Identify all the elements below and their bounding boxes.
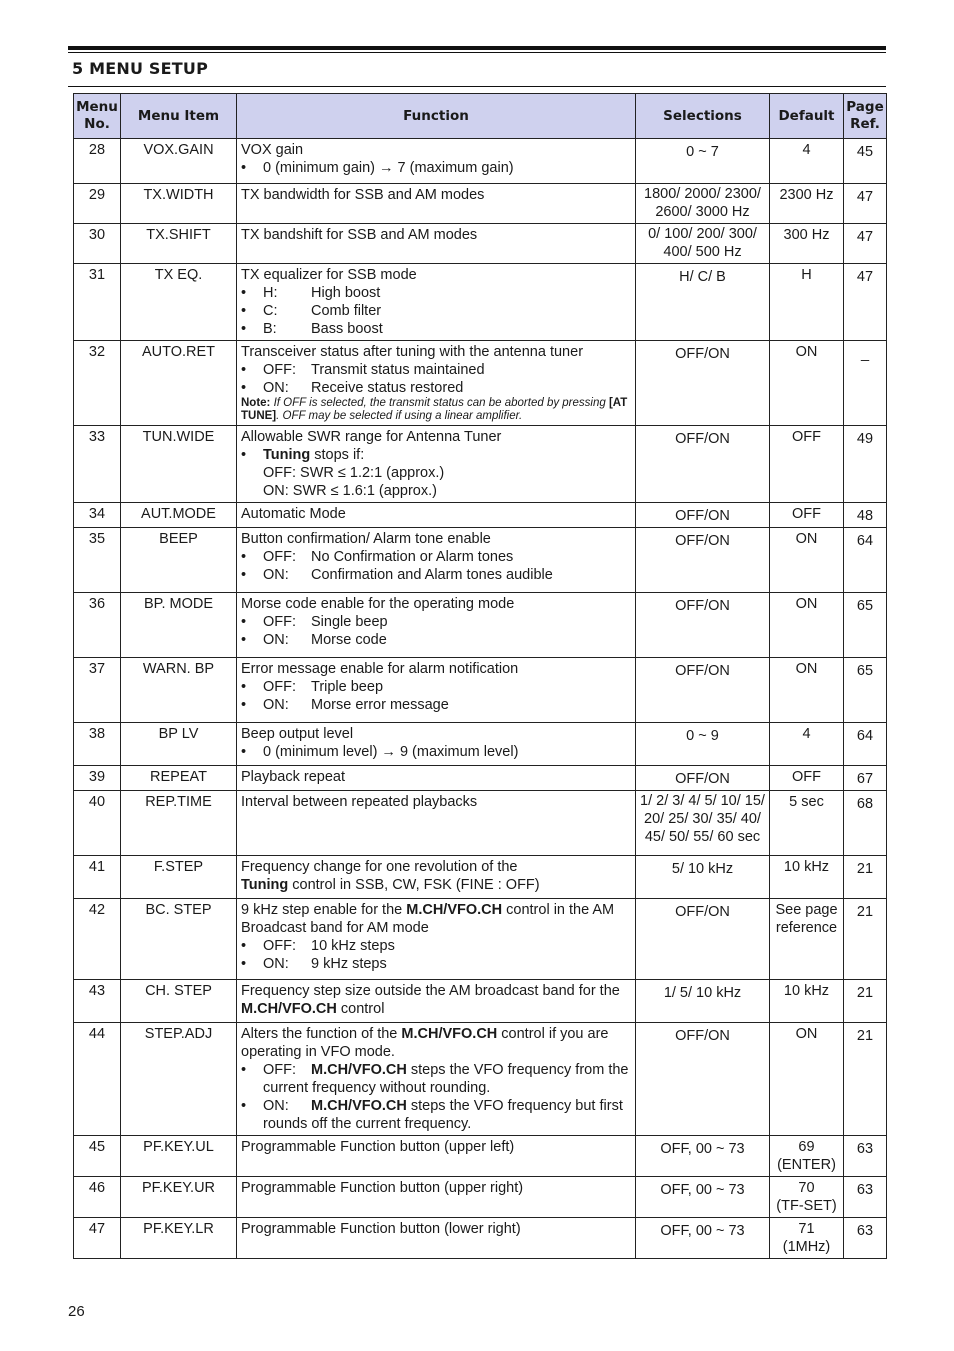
selection-text: OFF/ON bbox=[675, 533, 730, 549]
default-text: ON bbox=[795, 344, 818, 360]
selections-cell bbox=[636, 1177, 770, 1218]
function-bullet: • OFF: Single beep bbox=[241, 613, 631, 631]
selections-cell bbox=[636, 1218, 770, 1259]
function-text: Playback repeat bbox=[241, 769, 345, 785]
selections-cell bbox=[636, 658, 770, 723]
table-row bbox=[74, 899, 887, 980]
function-bullet: • ON: Confirmation and Alarm tones audible bbox=[241, 566, 631, 584]
selections-cell bbox=[636, 791, 770, 856]
menu-item-cell: TX EQ. bbox=[121, 264, 237, 341]
function-cell bbox=[237, 503, 636, 528]
table-row bbox=[74, 1023, 887, 1136]
default-text: (ENTER) bbox=[777, 1157, 836, 1173]
function-cell bbox=[237, 658, 636, 723]
function-text: Frequency change for one revolution of the bbox=[241, 859, 518, 875]
selection-text: 1/ 2/ 3/ 4/ 5/ 10/ 15/ bbox=[640, 793, 765, 809]
default-cell bbox=[770, 1136, 844, 1177]
table-header-row bbox=[74, 94, 887, 139]
menu-no-cell: 41 bbox=[74, 856, 121, 899]
function-cell bbox=[237, 1177, 636, 1218]
default-cell bbox=[770, 1177, 844, 1218]
page-ref-cell: 45 bbox=[844, 139, 887, 184]
function-bullet: • OFF: M.CH/VFO.CH steps the VFO frequency from the current frequency without rounding. bbox=[241, 1061, 631, 1097]
menu-item-cell: AUT.MODE bbox=[121, 503, 237, 528]
table-row bbox=[74, 1136, 887, 1177]
selections-cell bbox=[636, 856, 770, 899]
default-text: 4 bbox=[802, 142, 811, 158]
selection-text: 0 ~ 9 bbox=[686, 728, 719, 744]
page-ref-cell: 49 bbox=[844, 426, 887, 503]
default-text: ON bbox=[795, 1026, 818, 1042]
default-text: OFF bbox=[792, 769, 821, 785]
selections-cell bbox=[636, 184, 770, 224]
selections-cell bbox=[636, 980, 770, 1023]
menu-item-cell: TUN.WIDE bbox=[121, 426, 237, 503]
function-text: Frequency step size outside the AM broadcast band for the M.CH/VFO.CH control bbox=[241, 983, 620, 1017]
selection-text: OFF/ON bbox=[675, 904, 730, 920]
function-cell bbox=[237, 856, 636, 899]
page-ref-cell: 47 bbox=[844, 184, 887, 224]
table-row bbox=[74, 503, 887, 528]
top-rule-thin bbox=[68, 52, 886, 53]
menu-no-cell: 34 bbox=[74, 503, 121, 528]
menu-no-cell: 39 bbox=[74, 766, 121, 791]
function-bullet: • ON: 9 kHz steps bbox=[241, 955, 631, 973]
default-cell bbox=[770, 723, 844, 766]
menu-item-cell: WARN. BP bbox=[121, 658, 237, 723]
page-ref-cell: 64 bbox=[844, 723, 887, 766]
table-row bbox=[74, 1177, 887, 1218]
selection-text: 0 ~ 7 bbox=[686, 144, 719, 160]
default-cell bbox=[770, 899, 844, 980]
page-ref-cell: 47 bbox=[844, 264, 887, 341]
function-note: Note: If OFF is selected, the transmit status can be aborted by pressing [AT TUNE]. OFF may be selected if using a linear amplifier. bbox=[241, 397, 628, 422]
selection-text: OFF/ON bbox=[675, 431, 730, 447]
menu-no-cell: 29 bbox=[74, 184, 121, 224]
selections-cell bbox=[636, 766, 770, 791]
page-ref-cell: 64 bbox=[844, 528, 887, 593]
default-text: H bbox=[801, 267, 812, 283]
page-ref-cell: 63 bbox=[844, 1177, 887, 1218]
menu-item-cell: REP.TIME bbox=[121, 791, 237, 856]
function-bullet: • OFF: Transmit status maintained bbox=[241, 361, 631, 379]
default-text: OFF bbox=[792, 429, 821, 445]
default-cell bbox=[770, 593, 844, 658]
default-cell bbox=[770, 528, 844, 593]
table-row bbox=[74, 528, 887, 593]
table-row bbox=[74, 766, 887, 791]
function-cell bbox=[237, 264, 636, 341]
function-bullet: • H: High boost bbox=[241, 284, 631, 302]
function-text: Tuning control in SSB, CW, FSK (FINE : OFF) bbox=[241, 877, 540, 893]
page-ref-cell: 65 bbox=[844, 593, 887, 658]
selections-cell bbox=[636, 426, 770, 503]
page-ref-cell: 21 bbox=[844, 980, 887, 1023]
page-ref-cell: _ bbox=[844, 341, 887, 426]
selection-text: OFF, 00 ~ 73 bbox=[660, 1182, 745, 1198]
selection-text: 1/ 5/ 10 kHz bbox=[663, 985, 742, 1001]
page-ref-cell: 21 bbox=[844, 899, 887, 980]
function-bullet: • Tuning stops if: bbox=[241, 446, 631, 464]
menu-item-cell: AUTO.RET bbox=[121, 341, 237, 426]
default-text: 10 kHz bbox=[783, 983, 830, 999]
function-cell bbox=[237, 723, 636, 766]
menu-no-cell: 43 bbox=[74, 980, 121, 1023]
header-selections: Selections bbox=[636, 94, 770, 139]
selection-text: OFF/ON bbox=[675, 771, 730, 787]
table-row bbox=[74, 341, 887, 426]
default-cell bbox=[770, 224, 844, 264]
function-text: TX bandshift for SSB and AM modes bbox=[241, 227, 478, 243]
default-text: 69 bbox=[798, 1139, 815, 1155]
selection-text: 45/ 50/ 55/ 60 sec bbox=[644, 829, 761, 845]
function-text: Allowable SWR range for Antenna Tuner bbox=[241, 429, 502, 445]
menu-setup-table bbox=[73, 93, 887, 1259]
default-text: 70 bbox=[798, 1180, 815, 1196]
table-row bbox=[74, 264, 887, 341]
menu-item-cell: STEP.ADJ bbox=[121, 1023, 237, 1136]
selection-text: 1800/ 2000/ 2300/ bbox=[644, 186, 761, 202]
default-text: 300 Hz bbox=[783, 227, 830, 243]
selection-text: 400/ 500 Hz bbox=[663, 244, 742, 260]
selection-text: OFF/ON bbox=[675, 1028, 730, 1044]
menu-item-cell: CH. STEP bbox=[121, 980, 237, 1023]
function-text: Interval between repeated playbacks bbox=[241, 794, 478, 810]
table-row bbox=[74, 856, 887, 899]
default-text: OFF bbox=[792, 506, 821, 522]
menu-no-cell: 38 bbox=[74, 723, 121, 766]
function-bullet: • 0 (minimum level) → 9 (maximum level) bbox=[241, 743, 631, 761]
menu-item-cell: BP LV bbox=[121, 723, 237, 766]
menu-item-cell: F.STEP bbox=[121, 856, 237, 899]
function-text: Alters the function of the M.CH/VFO.CH control if you are operating in VFO mode. bbox=[241, 1026, 609, 1060]
default-cell bbox=[770, 503, 844, 528]
header-default: Default bbox=[770, 94, 844, 139]
header-menu-no: Menu No. bbox=[74, 94, 121, 139]
default-cell bbox=[770, 1023, 844, 1136]
selection-text: OFF/ON bbox=[675, 346, 730, 362]
function-cell bbox=[237, 1218, 636, 1259]
selections-cell bbox=[636, 1023, 770, 1136]
function-bullet: • B: Bass boost bbox=[241, 320, 631, 338]
page-ref-cell: 63 bbox=[844, 1218, 887, 1259]
function-cell bbox=[237, 426, 636, 503]
default-cell bbox=[770, 426, 844, 503]
function-text: VOX gain bbox=[241, 142, 304, 158]
function-bullet: • ON: Receive status restored bbox=[241, 379, 631, 397]
default-cell bbox=[770, 139, 844, 184]
function-cell bbox=[237, 224, 636, 264]
default-text: 5 sec bbox=[789, 794, 824, 810]
menu-no-cell: 31 bbox=[74, 264, 121, 341]
menu-item-cell: PF.KEY.LR bbox=[121, 1218, 237, 1259]
page-ref-cell: 47 bbox=[844, 224, 887, 264]
function-cell bbox=[237, 1136, 636, 1177]
selections-cell bbox=[636, 1136, 770, 1177]
default-cell bbox=[770, 980, 844, 1023]
header-function: Function bbox=[237, 94, 636, 139]
selection-text: 20/ 25/ 30/ 35/ 40/ bbox=[644, 811, 761, 827]
menu-no-cell: 28 bbox=[74, 139, 121, 184]
page-ref-cell: 68 bbox=[844, 791, 887, 856]
page-ref-cell: 48 bbox=[844, 503, 887, 528]
table-row bbox=[74, 1218, 887, 1259]
default-text: (TF-SET) bbox=[776, 1198, 837, 1214]
menu-no-cell: 37 bbox=[74, 658, 121, 723]
page-number: 26 bbox=[68, 1303, 85, 1320]
selection-text: OFF, 00 ~ 73 bbox=[660, 1223, 745, 1239]
menu-item-cell: PF.KEY.UL bbox=[121, 1136, 237, 1177]
default-cell bbox=[770, 184, 844, 224]
default-text: 71 (1MHz) bbox=[782, 1221, 831, 1255]
function-bullet: • ON: Morse code bbox=[241, 631, 631, 649]
function-text: TX bandwidth for SSB and AM modes bbox=[241, 187, 485, 203]
menu-no-cell: 44 bbox=[74, 1023, 121, 1136]
table-row bbox=[74, 980, 887, 1023]
selection-text: OFF/ON bbox=[675, 508, 730, 524]
selections-cell bbox=[636, 224, 770, 264]
function-text: Programmable Function button (lower right) bbox=[241, 1221, 521, 1237]
selection-text: OFF, 00 ~ 73 bbox=[660, 1141, 745, 1157]
page-ref-cell: 65 bbox=[844, 658, 887, 723]
menu-no-cell: 36 bbox=[74, 593, 121, 658]
default-text: ON bbox=[795, 661, 818, 677]
menu-item-cell: BEEP bbox=[121, 528, 237, 593]
selections-cell bbox=[636, 341, 770, 426]
function-cell bbox=[237, 528, 636, 593]
header-page-ref: Page Ref. bbox=[844, 94, 887, 139]
function-bullet: • 0 (minimum gain) → 7 (maximum gain) bbox=[241, 159, 631, 177]
page-ref-cell: 21 bbox=[844, 856, 887, 899]
default-text: 2300 Hz bbox=[779, 187, 834, 203]
selections-cell bbox=[636, 139, 770, 184]
default-cell bbox=[770, 856, 844, 899]
function-cell bbox=[237, 184, 636, 224]
section-title: 5 MENU SETUP bbox=[72, 59, 208, 78]
function-text: Programmable Function button (upper left) bbox=[241, 1139, 515, 1155]
top-rule-thick bbox=[68, 46, 886, 50]
function-subline: OFF: SWR ≤ 1.2:1 (approx.) bbox=[263, 465, 445, 481]
default-cell bbox=[770, 658, 844, 723]
default-cell bbox=[770, 1218, 844, 1259]
function-text: Error message enable for alarm notification bbox=[241, 661, 519, 677]
menu-no-cell: 42 bbox=[74, 899, 121, 980]
menu-item-cell: BP. MODE bbox=[121, 593, 237, 658]
selection-text: H/ C/ B bbox=[679, 269, 726, 285]
default-text: See page bbox=[775, 902, 838, 918]
selection-text: OFF/ON bbox=[675, 663, 730, 679]
menu-item-cell: TX.SHIFT bbox=[121, 224, 237, 264]
function-cell bbox=[237, 1023, 636, 1136]
function-bullet: • OFF: 10 kHz steps bbox=[241, 937, 631, 955]
function-text: Beep output level bbox=[241, 726, 354, 742]
page-ref-cell: 21 bbox=[844, 1023, 887, 1136]
page-ref-cell: 63 bbox=[844, 1136, 887, 1177]
table-row bbox=[74, 791, 887, 856]
selections-cell bbox=[636, 899, 770, 980]
menu-no-cell: 45 bbox=[74, 1136, 121, 1177]
table-row bbox=[74, 658, 887, 723]
table-row bbox=[74, 224, 887, 264]
function-cell bbox=[237, 593, 636, 658]
selections-cell bbox=[636, 264, 770, 341]
menu-item-cell: PF.KEY.UR bbox=[121, 1177, 237, 1218]
default-text: ON bbox=[795, 531, 818, 547]
function-text: Programmable Function button (upper right) bbox=[241, 1180, 524, 1196]
default-text: 4 bbox=[802, 726, 811, 742]
function-cell bbox=[237, 766, 636, 791]
function-cell bbox=[237, 791, 636, 856]
table-row bbox=[74, 139, 887, 184]
function-cell bbox=[237, 341, 636, 426]
default-cell bbox=[770, 341, 844, 426]
menu-no-cell: 33 bbox=[74, 426, 121, 503]
selection-text: 0/ 100/ 200/ 300/ bbox=[648, 226, 757, 242]
function-cell bbox=[237, 139, 636, 184]
function-bullet: • OFF: No Confirmation or Alarm tones bbox=[241, 548, 631, 566]
section-rule bbox=[68, 86, 886, 87]
function-bullet: • ON: M.CH/VFO.CH steps the VFO frequency but first rounds off the current frequency. bbox=[241, 1097, 631, 1133]
menu-no-cell: 35 bbox=[74, 528, 121, 593]
menu-item-cell: BC. STEP bbox=[121, 899, 237, 980]
function-text: Automatic Mode bbox=[241, 506, 346, 522]
table-row bbox=[74, 426, 887, 503]
table-body bbox=[74, 139, 887, 1259]
function-bullet: • ON: Morse error message bbox=[241, 696, 631, 714]
default-text: ON bbox=[795, 596, 818, 612]
default-cell bbox=[770, 766, 844, 791]
selections-cell bbox=[636, 593, 770, 658]
selection-text: OFF/ON bbox=[675, 598, 730, 614]
menu-no-cell: 32 bbox=[74, 341, 121, 426]
function-cell bbox=[237, 980, 636, 1023]
table-row bbox=[74, 723, 887, 766]
selection-text: 2600/ 3000 Hz bbox=[655, 204, 750, 220]
default-cell bbox=[770, 264, 844, 341]
menu-item-cell: VOX.GAIN bbox=[121, 139, 237, 184]
header-menu-item: Menu Item bbox=[121, 94, 237, 139]
function-bullet: • C: Comb filter bbox=[241, 302, 631, 320]
function-text: 9 kHz step enable for the M.CH/VFO.CH control in the AM Broadcast band for AM mode bbox=[241, 902, 615, 936]
selections-cell bbox=[636, 503, 770, 528]
default-text: 10 kHz bbox=[783, 859, 830, 875]
function-text: Transceiver status after tuning with the antenna tuner bbox=[241, 344, 584, 360]
menu-no-cell: 46 bbox=[74, 1177, 121, 1218]
menu-no-cell: 30 bbox=[74, 224, 121, 264]
selections-cell bbox=[636, 528, 770, 593]
menu-no-cell: 47 bbox=[74, 1218, 121, 1259]
menu-item-cell: TX.WIDTH bbox=[121, 184, 237, 224]
selections-cell bbox=[636, 723, 770, 766]
function-text: TX equalizer for SSB mode bbox=[241, 267, 417, 283]
function-text: Morse code enable for the operating mode bbox=[241, 596, 515, 612]
page-ref-cell: 67 bbox=[844, 766, 887, 791]
menu-item-cell: REPEAT bbox=[121, 766, 237, 791]
default-cell bbox=[770, 791, 844, 856]
table-row bbox=[74, 593, 887, 658]
menu-no-cell: 40 bbox=[74, 791, 121, 856]
default-text: reference bbox=[775, 920, 838, 936]
function-text: Button confirmation/ Alarm tone enable bbox=[241, 531, 491, 547]
function-cell bbox=[237, 899, 636, 980]
function-subline: ON: SWR ≤ 1.6:1 (approx.) bbox=[263, 483, 437, 499]
function-bullet: • OFF: Triple beep bbox=[241, 678, 631, 696]
table-row bbox=[74, 184, 887, 224]
selection-text: 5/ 10 kHz bbox=[671, 861, 734, 877]
